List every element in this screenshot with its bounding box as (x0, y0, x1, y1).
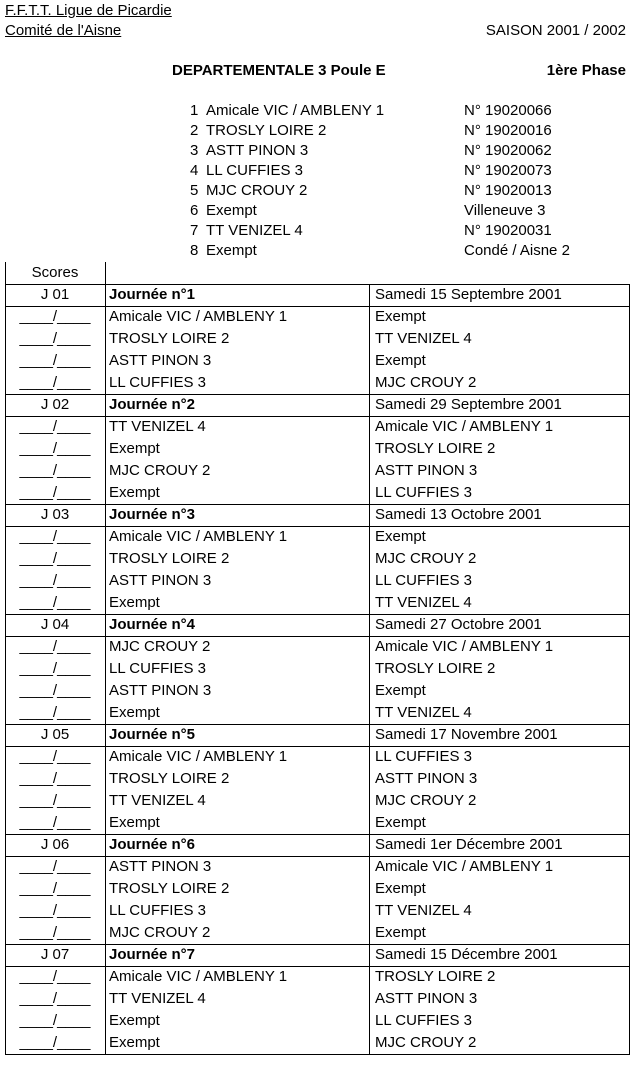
score-field[interactable]: ____/____ (19, 572, 91, 589)
team-number: 5 (190, 182, 199, 199)
table-border (5, 834, 6, 944)
score-field[interactable]: ____/____ (19, 792, 91, 809)
score-field[interactable]: ____/____ (19, 308, 91, 325)
score-field[interactable]: ____/____ (19, 418, 91, 435)
round-label: Journée n°6 (109, 836, 196, 853)
table-border (5, 504, 6, 614)
away-team: LL CUFFIES 3 (375, 1012, 472, 1029)
table-border (105, 284, 106, 394)
away-team: ASTT PINON 3 (375, 990, 478, 1007)
away-team: TROSLY LOIRE 2 (375, 440, 496, 457)
match-row (5, 372, 630, 394)
round-code: J 01 (40, 286, 70, 303)
away-team: MJC CROUY 2 (375, 374, 477, 391)
home-team: Amicale VIC / AMBLENY 1 (109, 528, 288, 545)
round-date: Samedi 1er Décembre 2001 (375, 836, 563, 853)
team-name: Exempt (206, 202, 257, 219)
round-date: Samedi 29 Septembre 2001 (375, 396, 562, 413)
away-team: Amicale VIC / AMBLENY 1 (375, 858, 554, 875)
team-code: N° 19020073 (464, 162, 552, 179)
table-border (629, 284, 630, 394)
table-border (105, 394, 106, 504)
round-label: Journée n°7 (109, 946, 196, 963)
team-code: N° 19020066 (464, 102, 552, 119)
match-row (5, 636, 630, 658)
team-name: LL CUFFIES 3 (206, 162, 303, 179)
team-code: Villeneuve 3 (464, 202, 546, 219)
table-border (105, 614, 106, 724)
round-code: J 07 (40, 946, 70, 963)
home-team: ASTT PINON 3 (109, 572, 212, 589)
score-field[interactable]: ____/____ (19, 352, 91, 369)
table-border (105, 262, 106, 284)
round-header-row (5, 284, 630, 306)
match-row (5, 966, 630, 988)
away-team: TT VENIZEL 4 (375, 330, 472, 347)
table-border (105, 724, 106, 834)
score-field[interactable]: ____/____ (19, 594, 91, 611)
score-field[interactable]: ____/____ (19, 440, 91, 457)
team-code: N° 19020013 (464, 182, 552, 199)
home-team: TROSLY LOIRE 2 (109, 550, 230, 567)
home-team: Exempt (109, 704, 160, 721)
away-team: MJC CROUY 2 (375, 1034, 477, 1051)
team-number: 7 (190, 222, 199, 239)
away-team: Exempt (375, 682, 426, 699)
away-team: Exempt (375, 880, 426, 897)
home-team: MJC CROUY 2 (109, 462, 211, 479)
away-team: Exempt (375, 308, 426, 325)
away-team: TT VENIZEL 4 (375, 594, 472, 611)
home-team: ASTT PINON 3 (109, 858, 212, 875)
score-field[interactable]: ____/____ (19, 1012, 91, 1029)
match-row (5, 922, 630, 944)
score-field[interactable]: ____/____ (19, 880, 91, 897)
round-header-row (5, 504, 630, 526)
table-border (369, 944, 370, 1054)
score-field[interactable]: ____/____ (19, 462, 91, 479)
home-team: MJC CROUY 2 (109, 638, 211, 655)
table-border (5, 262, 6, 284)
table-border (5, 724, 6, 834)
team-name: Amicale VIC / AMBLENY 1 (206, 102, 385, 119)
home-team: TT VENIZEL 4 (109, 418, 206, 435)
table-border (629, 724, 630, 834)
home-team: Exempt (109, 484, 160, 501)
team-name: Exempt (206, 242, 257, 259)
score-field[interactable]: ____/____ (19, 484, 91, 501)
team-name: TT VENIZEL 4 (206, 222, 303, 239)
match-row (5, 900, 630, 922)
round-header-row (5, 944, 630, 966)
table-border (5, 284, 630, 285)
team-number: 2 (190, 122, 199, 139)
table-border (369, 614, 370, 724)
home-team: Exempt (109, 440, 160, 457)
table-border (5, 614, 630, 615)
score-field[interactable]: ____/____ (19, 682, 91, 699)
match-row (5, 790, 630, 812)
score-field[interactable]: ____/____ (19, 1034, 91, 1051)
match-row (5, 878, 630, 900)
away-team: TT VENIZEL 4 (375, 704, 472, 721)
table-border (105, 944, 106, 1054)
round-date: Samedi 15 Septembre 2001 (375, 286, 562, 303)
score-field[interactable]: ____/____ (19, 638, 91, 655)
away-team: LL CUFFIES 3 (375, 572, 472, 589)
round-header-row (5, 614, 630, 636)
match-row (5, 1032, 630, 1054)
round-code: J 05 (40, 726, 70, 743)
team-name: ASTT PINON 3 (206, 142, 309, 159)
away-team: Exempt (375, 924, 426, 941)
score-field[interactable]: ____/____ (19, 550, 91, 567)
score-field[interactable]: ____/____ (19, 330, 91, 347)
match-row (5, 680, 630, 702)
home-team: LL CUFFIES 3 (109, 374, 206, 391)
round-date: Samedi 13 Octobre 2001 (375, 506, 542, 523)
score-field[interactable]: ____/____ (19, 528, 91, 545)
match-row (5, 526, 630, 548)
away-team: Exempt (375, 352, 426, 369)
score-field[interactable]: ____/____ (19, 660, 91, 677)
team-code: Condé / Aisne 2 (464, 242, 570, 259)
match-row (5, 746, 630, 768)
table-border (629, 834, 630, 944)
table-border (369, 504, 370, 614)
comite-title: Comité de l'Aisne (5, 22, 122, 39)
match-row (5, 812, 630, 834)
table-border (5, 944, 630, 945)
team-code: N° 19020016 (464, 122, 552, 139)
round-label: Journée n°1 (109, 286, 196, 303)
table-border (629, 504, 630, 614)
table-border (5, 944, 6, 1054)
table-border (5, 504, 630, 505)
away-team: MJC CROUY 2 (375, 792, 477, 809)
team-number: 4 (190, 162, 199, 179)
team-name: MJC CROUY 2 (206, 182, 308, 199)
match-row (5, 438, 630, 460)
table-border (5, 614, 6, 724)
home-team: TT VENIZEL 4 (109, 990, 206, 1007)
home-team: Amicale VIC / AMBLENY 1 (109, 308, 288, 325)
round-label: Journée n°4 (109, 616, 196, 633)
score-field[interactable]: ____/____ (19, 990, 91, 1007)
match-row (5, 328, 630, 350)
team-number: 6 (190, 202, 199, 219)
match-row (5, 350, 630, 372)
score-field[interactable]: ____/____ (19, 770, 91, 787)
home-team: TROSLY LOIRE 2 (109, 880, 230, 897)
home-team: Exempt (109, 1034, 160, 1051)
away-team: Amicale VIC / AMBLENY 1 (375, 638, 554, 655)
federation-title: F.F.T.T. Ligue de Picardie (5, 2, 172, 19)
round-header-row (5, 394, 630, 416)
score-field[interactable]: ____/____ (19, 924, 91, 941)
home-team: Amicale VIC / AMBLENY 1 (109, 968, 288, 985)
match-row (5, 306, 630, 328)
table-border (369, 724, 370, 834)
round-header-row (5, 724, 630, 746)
scores-header-row (5, 262, 630, 284)
away-team: Amicale VIC / AMBLENY 1 (375, 418, 554, 435)
round-date: Samedi 15 Décembre 2001 (375, 946, 558, 963)
round-date: Samedi 27 Octobre 2001 (375, 616, 542, 633)
table-border (5, 834, 630, 835)
match-row (5, 592, 630, 614)
away-team: LL CUFFIES 3 (375, 748, 472, 765)
table-border (5, 1054, 630, 1055)
home-team: TROSLY LOIRE 2 (109, 330, 230, 347)
table-border (629, 394, 630, 504)
team-number: 3 (190, 142, 199, 159)
team-number: 1 (190, 102, 199, 119)
table-border (629, 614, 630, 724)
home-team: Amicale VIC / AMBLENY 1 (109, 748, 288, 765)
score-field[interactable]: ____/____ (19, 858, 91, 875)
phase-label: 1ère Phase (546, 62, 626, 79)
table-border (369, 284, 370, 394)
team-number: 8 (190, 242, 199, 259)
match-row (5, 1010, 630, 1032)
division-title: DEPARTEMENTALE 3 Poule E (172, 62, 386, 79)
score-field[interactable]: ____/____ (19, 704, 91, 721)
table-border (5, 394, 6, 504)
match-row (5, 658, 630, 680)
score-field[interactable]: ____/____ (19, 902, 91, 919)
match-row (5, 702, 630, 724)
home-team: Exempt (109, 814, 160, 831)
match-row (5, 416, 630, 438)
away-team: MJC CROUY 2 (375, 550, 477, 567)
match-row (5, 856, 630, 878)
round-code: J 06 (40, 836, 70, 853)
home-team: ASTT PINON 3 (109, 682, 212, 699)
away-team: TROSLY LOIRE 2 (375, 968, 496, 985)
round-header-row (5, 834, 630, 856)
table-border (629, 944, 630, 1054)
round-label: Journée n°3 (109, 506, 196, 523)
table-border (369, 834, 370, 944)
round-date: Samedi 17 Novembre 2001 (375, 726, 558, 743)
away-team: ASTT PINON 3 (375, 770, 478, 787)
round-code: J 03 (40, 506, 70, 523)
away-team: Exempt (375, 814, 426, 831)
away-team: ASTT PINON 3 (375, 462, 478, 479)
round-code: J 02 (40, 396, 70, 413)
home-team: TT VENIZEL 4 (109, 792, 206, 809)
table-border (5, 724, 630, 725)
home-team: Exempt (109, 594, 160, 611)
score-field[interactable]: ____/____ (19, 968, 91, 985)
round-label: Journée n°5 (109, 726, 196, 743)
home-team: ASTT PINON 3 (109, 352, 212, 369)
score-field[interactable]: ____/____ (19, 814, 91, 831)
match-row (5, 768, 630, 790)
score-field[interactable]: ____/____ (19, 374, 91, 391)
round-label: Journée n°2 (109, 396, 196, 413)
home-team: MJC CROUY 2 (109, 924, 211, 941)
home-team: TROSLY LOIRE 2 (109, 770, 230, 787)
away-team: TROSLY LOIRE 2 (375, 660, 496, 677)
home-team: LL CUFFIES 3 (109, 660, 206, 677)
away-team: TT VENIZEL 4 (375, 902, 472, 919)
away-team: Exempt (375, 528, 426, 545)
match-row (5, 988, 630, 1010)
match-row (5, 460, 630, 482)
away-team: LL CUFFIES 3 (375, 484, 472, 501)
team-code: N° 19020062 (464, 142, 552, 159)
team-code: N° 19020031 (464, 222, 552, 239)
home-team: LL CUFFIES 3 (109, 902, 206, 919)
score-field[interactable]: ____/____ (19, 748, 91, 765)
scores-header: Scores (31, 264, 79, 281)
table-border (5, 284, 6, 394)
table-border (5, 394, 630, 395)
round-code: J 04 (40, 616, 70, 633)
table-border (105, 504, 106, 614)
home-team: Exempt (109, 1012, 160, 1029)
table-border (369, 394, 370, 504)
saison-label: SAISON 2001 / 2002 (485, 22, 626, 39)
match-row (5, 548, 630, 570)
match-row (5, 570, 630, 592)
match-row (5, 482, 630, 504)
team-name: TROSLY LOIRE 2 (206, 122, 327, 139)
table-border (105, 834, 106, 944)
